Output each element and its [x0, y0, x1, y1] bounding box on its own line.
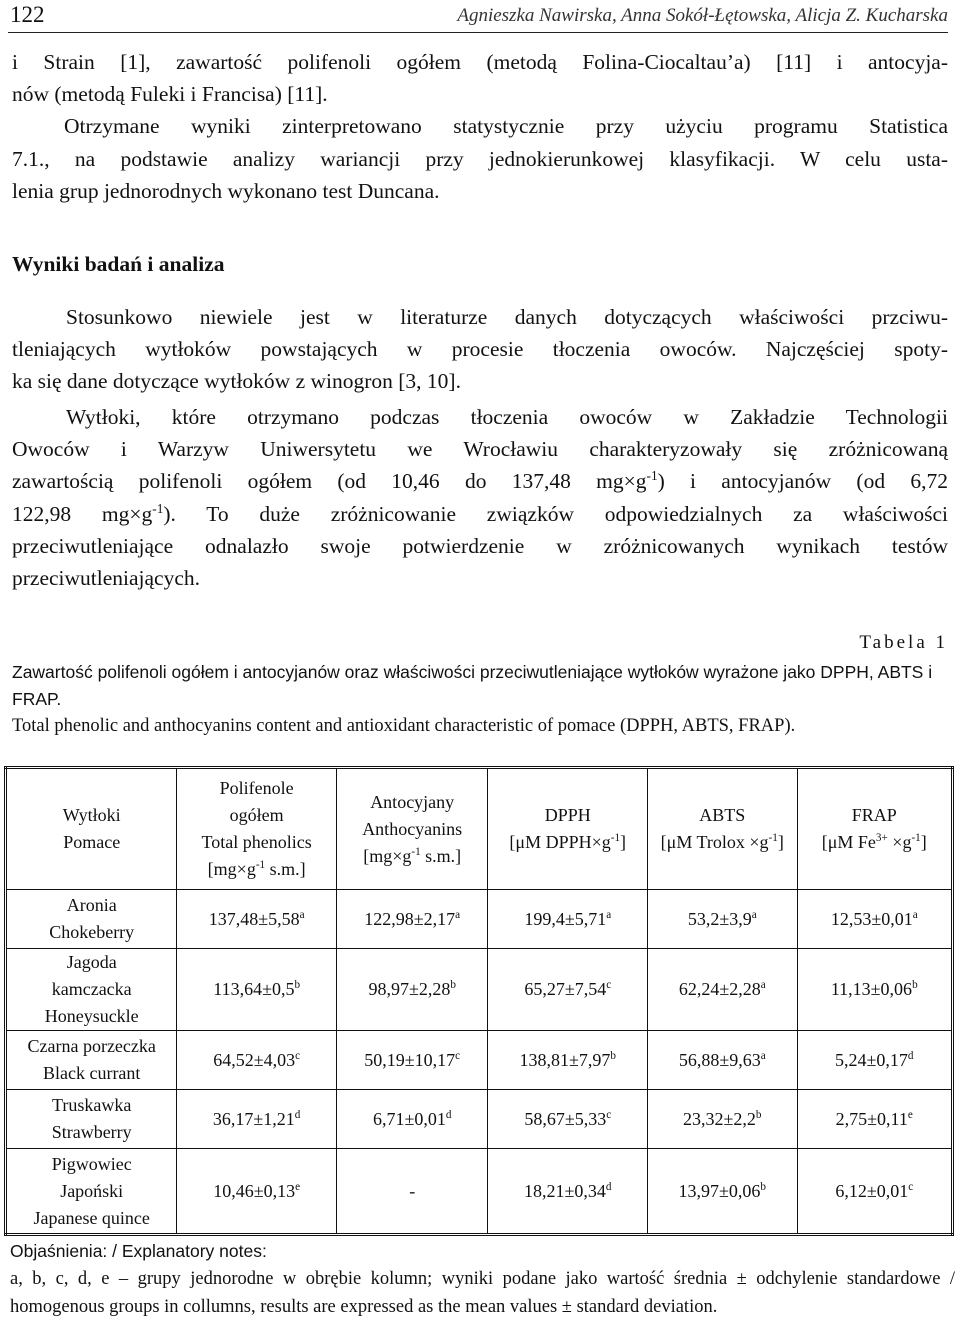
results-paragraph-2 — [12, 401, 948, 594]
text-line: Wytłoki, które otrzymano podczas tłoczenia owoców w Zakładzie Technologii — [66, 405, 948, 429]
value-cell: 113,64±0,5$^b$ — [177, 949, 337, 1031]
value-cell: 5,24±0,17$^d$ — [797, 1031, 953, 1090]
value-cell: 11,13±0,06$^b$ — [797, 949, 953, 1031]
value-cell: 13,97±0,06$^b$ — [647, 1149, 797, 1235]
section-heading: Wyniki badań i analiza — [12, 252, 225, 276]
page-number: 122 — [10, 2, 45, 27]
value-cell: 23,32±2,2$^b$ — [647, 1090, 797, 1149]
page-header — [8, 2, 948, 33]
value-cell: 199,4±5,71$^a$ — [488, 890, 648, 949]
header-dpph: DPPH [μM $DPPH\times g^{-1}$] — [488, 768, 648, 890]
value-cell: 137,48±5,58$^a$ — [177, 890, 337, 949]
notes-body: a, b, c, d, e – grupy jednorodne w obrębie kolumn; wyniki podane jako wartość średnia ± odchylenie standardowe / homogenous groups in collumns, results are expressed as the mean values ± standard deviation. — [10, 1269, 955, 1317]
results-paragraph-1 — [12, 301, 948, 398]
table-row — [6, 949, 953, 1031]
text-line: tleniających wytłoków powstających w procesie tłoczenia owoców. Najczęściej spoty- — [12, 337, 948, 362]
value-cell: 56,88±9,63$^a$ — [647, 1031, 797, 1090]
header-abts: ABTS [μM Trolox $\times g^{-1}$] — [647, 768, 797, 890]
text-line: Otrzymane wyniki zinterpretowano statystycznie przy użyciu programu Statistica — [64, 114, 948, 139]
value-cell: 53,2±3,9$^a$ — [647, 890, 797, 949]
value-cell: 18,21±0,34$^d$ — [488, 1149, 648, 1235]
table-caption-pl: Zawartość polifenoli ogółem i antocyjanów oraz właściwości przeciwutleniające wytłoków wyrażone jako DPPH, ABTS i FRAP. — [12, 662, 933, 709]
table-row — [6, 1031, 953, 1090]
header-anthocyanins: Antocyjany Anthocyanins [$mg\times g^{-1}$ s.m.] — [336, 768, 488, 890]
notes-title: Objaśnienia: / Explanatory notes: — [10, 1241, 267, 1261]
table-row — [6, 1149, 953, 1235]
row-name-cell: Jagoda kamczacka Honeysuckle — [6, 949, 177, 1031]
value-cell: - — [336, 1149, 488, 1235]
value-cell: 50,19±10,17$^c$ — [336, 1031, 488, 1090]
value-cell: 122,98±2,17$^a$ — [336, 890, 488, 949]
text-line: Owoców i Warzyw Uniwersytetu we Wrocławiu charakteryzowały się zróżnicowaną — [12, 437, 948, 462]
text-line: 122,98 $mg\times g^{-1}$). To duże zróżnicowanie związków odpowiedzialnych za właściwości — [12, 500, 948, 526]
methods-paragraph-end — [12, 46, 948, 207]
value-cell: 138,81±7,97$^b$ — [488, 1031, 648, 1090]
table-row — [6, 1090, 953, 1149]
table-label: Tabela 1 — [859, 632, 948, 653]
text-line: zawartością polifenoli ogółem (od 10,46 do 137,48 $mg\times g^{-1}$) i antocyjanów (od 6,72 — [12, 468, 948, 494]
row-name-cell: Aronia Chokeberry — [6, 890, 177, 949]
value-cell: 65,27±7,54$^c$ — [488, 949, 648, 1031]
value-cell: 62,24±2,28$^a$ — [647, 949, 797, 1031]
text-line: Stosunkowo niewiele jest w literaturze danych dotyczących właściwości przciwu- — [66, 305, 948, 329]
value-cell: 36,17±1,21$^d$ — [177, 1090, 337, 1149]
value-cell: 2,75±0,11$^e$ — [797, 1090, 953, 1149]
value-cell: 58,67±5,33$^c$ — [488, 1090, 648, 1149]
text-line: przeciwutleniające odnalazło swoje potwierdzenie w zróżnicowanych wynikach testów — [12, 533, 948, 558]
value-cell: 64,52±4,03$^c$ — [177, 1031, 337, 1090]
header-pomace: Wytłoki Pomace — [6, 768, 177, 890]
header-total-phenolics: Polifenole ogółem Total phenolics [$mg\times g^{-1}$ s.m.] — [177, 768, 337, 890]
running-head-authors: Agnieszka Nawirska, Anna Sokół-Łętowska, Alicja Z. Kucharska — [457, 5, 948, 26]
table-caption-en: Total phenolic and anthocyanins content and antioxidant characteristic of pomace (DPPH, ABTS, FRAP). — [12, 716, 796, 736]
table-row — [6, 890, 953, 949]
value-cell: 98,97±2,28$^b$ — [336, 949, 488, 1031]
results-table — [4, 766, 954, 1236]
text-line: 7.1., na podstawie analizy wariancji przy jednokierunkowej klasyfikacji. W celu usta- — [12, 146, 948, 171]
value-cell: 12,53±0,01$^a$ — [797, 890, 953, 949]
text-line: lenia grup jednorodnych wykonano test Duncana. — [12, 178, 440, 203]
row-name-cell: Pigwowiec Japoński Japanese quince — [6, 1149, 177, 1235]
text-line: przeciwutleniających. — [12, 566, 201, 591]
value-cell: 6,12±0,01$^c$ — [797, 1149, 953, 1235]
row-name-cell: Czarna porzeczka Black currant — [6, 1031, 177, 1090]
row-name-cell: Truskawka Strawberry — [6, 1090, 177, 1149]
text-line: ka się dane dotyczące wytłoków z winogron [3, 10]. — [12, 369, 461, 394]
header-frap: FRAP [μM $Fe^{3+} \times g^{-1}$] — [797, 768, 953, 890]
text-line: nów (metodą Fuleki i Francisa) [11]. — [12, 82, 328, 107]
value-cell: 6,71±0,01$^d$ — [336, 1090, 488, 1149]
value-cell: 10,46±0,13$^e$ — [177, 1149, 337, 1235]
text-line: i Strain [1], zawartość polifenoli ogółem (metodą Folina-Ciocaltau’a) [11] i antocyja- — [12, 50, 948, 74]
